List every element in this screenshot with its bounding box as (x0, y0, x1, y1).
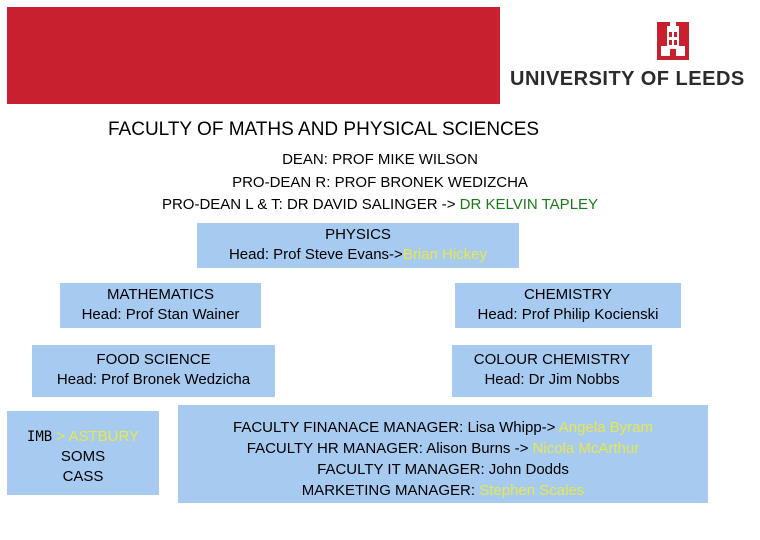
school-head: Head: Prof Stan Wainer (81, 306, 240, 323)
colour-chemistry-box (452, 345, 652, 397)
cass-label: CASS (62, 468, 104, 485)
marketing-new: Stephen Scales (479, 482, 585, 499)
marketing-manager-line (178, 480, 708, 501)
prodean-lt-new: DR KELVIN TAPLEY (459, 196, 599, 213)
head-old: Head: Prof Steve Evans-> (228, 246, 403, 263)
prodean-lt-line (0, 196, 760, 213)
school-head: Head: Prof Bronek Wedzicha (56, 371, 251, 388)
school-head: Head: Prof Philip Kocienski (477, 306, 659, 323)
faculty-title: FACULTY OF MATHS AND PHYSICAL SCIENCES (108, 119, 540, 140)
university-tower-icon (657, 22, 689, 60)
hr-new: Nicola McArthur (532, 440, 640, 457)
hr-old: FACULTY HR MANAGER: Alison Burns -> (246, 440, 529, 457)
chemistry-box (455, 283, 681, 328)
soms-label: SOMS (60, 448, 106, 465)
mathematics-box (60, 283, 261, 328)
hr-manager-line (178, 438, 708, 459)
managers-box (178, 405, 708, 503)
red-banner-block (7, 7, 500, 104)
finance-new: Angela Byram (558, 419, 653, 436)
physics-box (197, 223, 519, 268)
university-logo-text: UNIVERSITY OF LEEDS (510, 68, 745, 90)
finance-manager-line (178, 417, 708, 438)
school-name: COLOUR CHEMISTRY (473, 351, 631, 368)
school-head (197, 245, 519, 265)
marketing-label: MARKETING MANAGER: (301, 482, 476, 499)
school-name: PHYSICS (325, 226, 391, 243)
imb-line (7, 427, 159, 447)
it-manager-line: FACULTY IT MANAGER: John Dodds (317, 461, 569, 478)
imb-new: > ASTBURY (56, 428, 140, 445)
institutes-box (7, 411, 159, 495)
head-new: Brian Hickey (402, 246, 488, 263)
imb-label: IMB (26, 429, 53, 445)
prodean-lt-old: PRO-DEAN L & T: DR DAVID SALINGER -> (161, 196, 456, 213)
dean-line: DEAN: PROF MIKE WILSON (282, 151, 478, 168)
finance-old: FACULTY FINANACE MANAGER: Lisa Whipp-> (232, 419, 556, 436)
school-head: Head: Dr Jim Nobbs (484, 371, 620, 388)
prodean-research-line: PRO-DEAN R: PROF BRONEK WEDIZCHA (232, 174, 528, 191)
school-name: CHEMISTRY (523, 286, 613, 303)
food-science-box (32, 345, 275, 397)
school-name: MATHEMATICS (107, 286, 214, 303)
school-name: FOOD SCIENCE (96, 351, 211, 368)
